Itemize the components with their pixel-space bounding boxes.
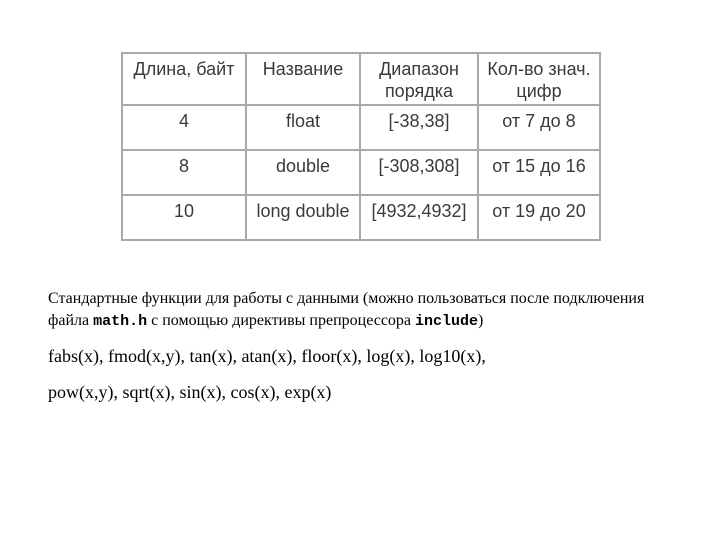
- header-significant-digits: Кол-во знач. цифр: [478, 53, 600, 105]
- table-cell: [4932,4932]: [360, 195, 478, 240]
- table-header-row: [122, 53, 600, 105]
- directive-name: include: [415, 313, 479, 330]
- table-row: [122, 195, 600, 240]
- table-cell: [-308,308]: [360, 150, 478, 195]
- table-cell: от 7 до 8: [478, 105, 600, 150]
- table-row: [122, 150, 600, 195]
- header-size: Длина, байт: [122, 53, 246, 105]
- table-cell: [-38,38]: [360, 105, 478, 150]
- table-cell: 4: [122, 105, 246, 150]
- table-row: [122, 105, 600, 150]
- standard-functions-description: [48, 288, 688, 333]
- function-list-line: fabs(x), fmod(x,y), tan(x), atan(x), floor(x), log(x), log10(x),: [48, 346, 486, 366]
- header-name: Название: [246, 53, 360, 105]
- table-cell: long double: [246, 195, 360, 240]
- description-text: ): [478, 312, 484, 329]
- table-cell: float: [246, 105, 360, 150]
- data-types-table: [121, 52, 601, 241]
- table-cell: от 15 до 16: [478, 150, 600, 195]
- header-file-name: math.h: [93, 313, 148, 330]
- function-list-line: pow(x,y), sqrt(x), sin(x), cos(x), exp(x): [48, 382, 332, 402]
- table-cell: от 19 до 20: [478, 195, 600, 240]
- table-cell: 8: [122, 150, 246, 195]
- description-text: с помощью директивы препроцессора: [147, 312, 416, 329]
- header-exponent-range: Диапазон порядка: [360, 53, 478, 105]
- table-cell: double: [246, 150, 360, 195]
- description-text: Стандартные функции для работы с данными (можно пользоваться после подключения файла: [48, 290, 645, 329]
- table-cell: 10: [122, 195, 246, 240]
